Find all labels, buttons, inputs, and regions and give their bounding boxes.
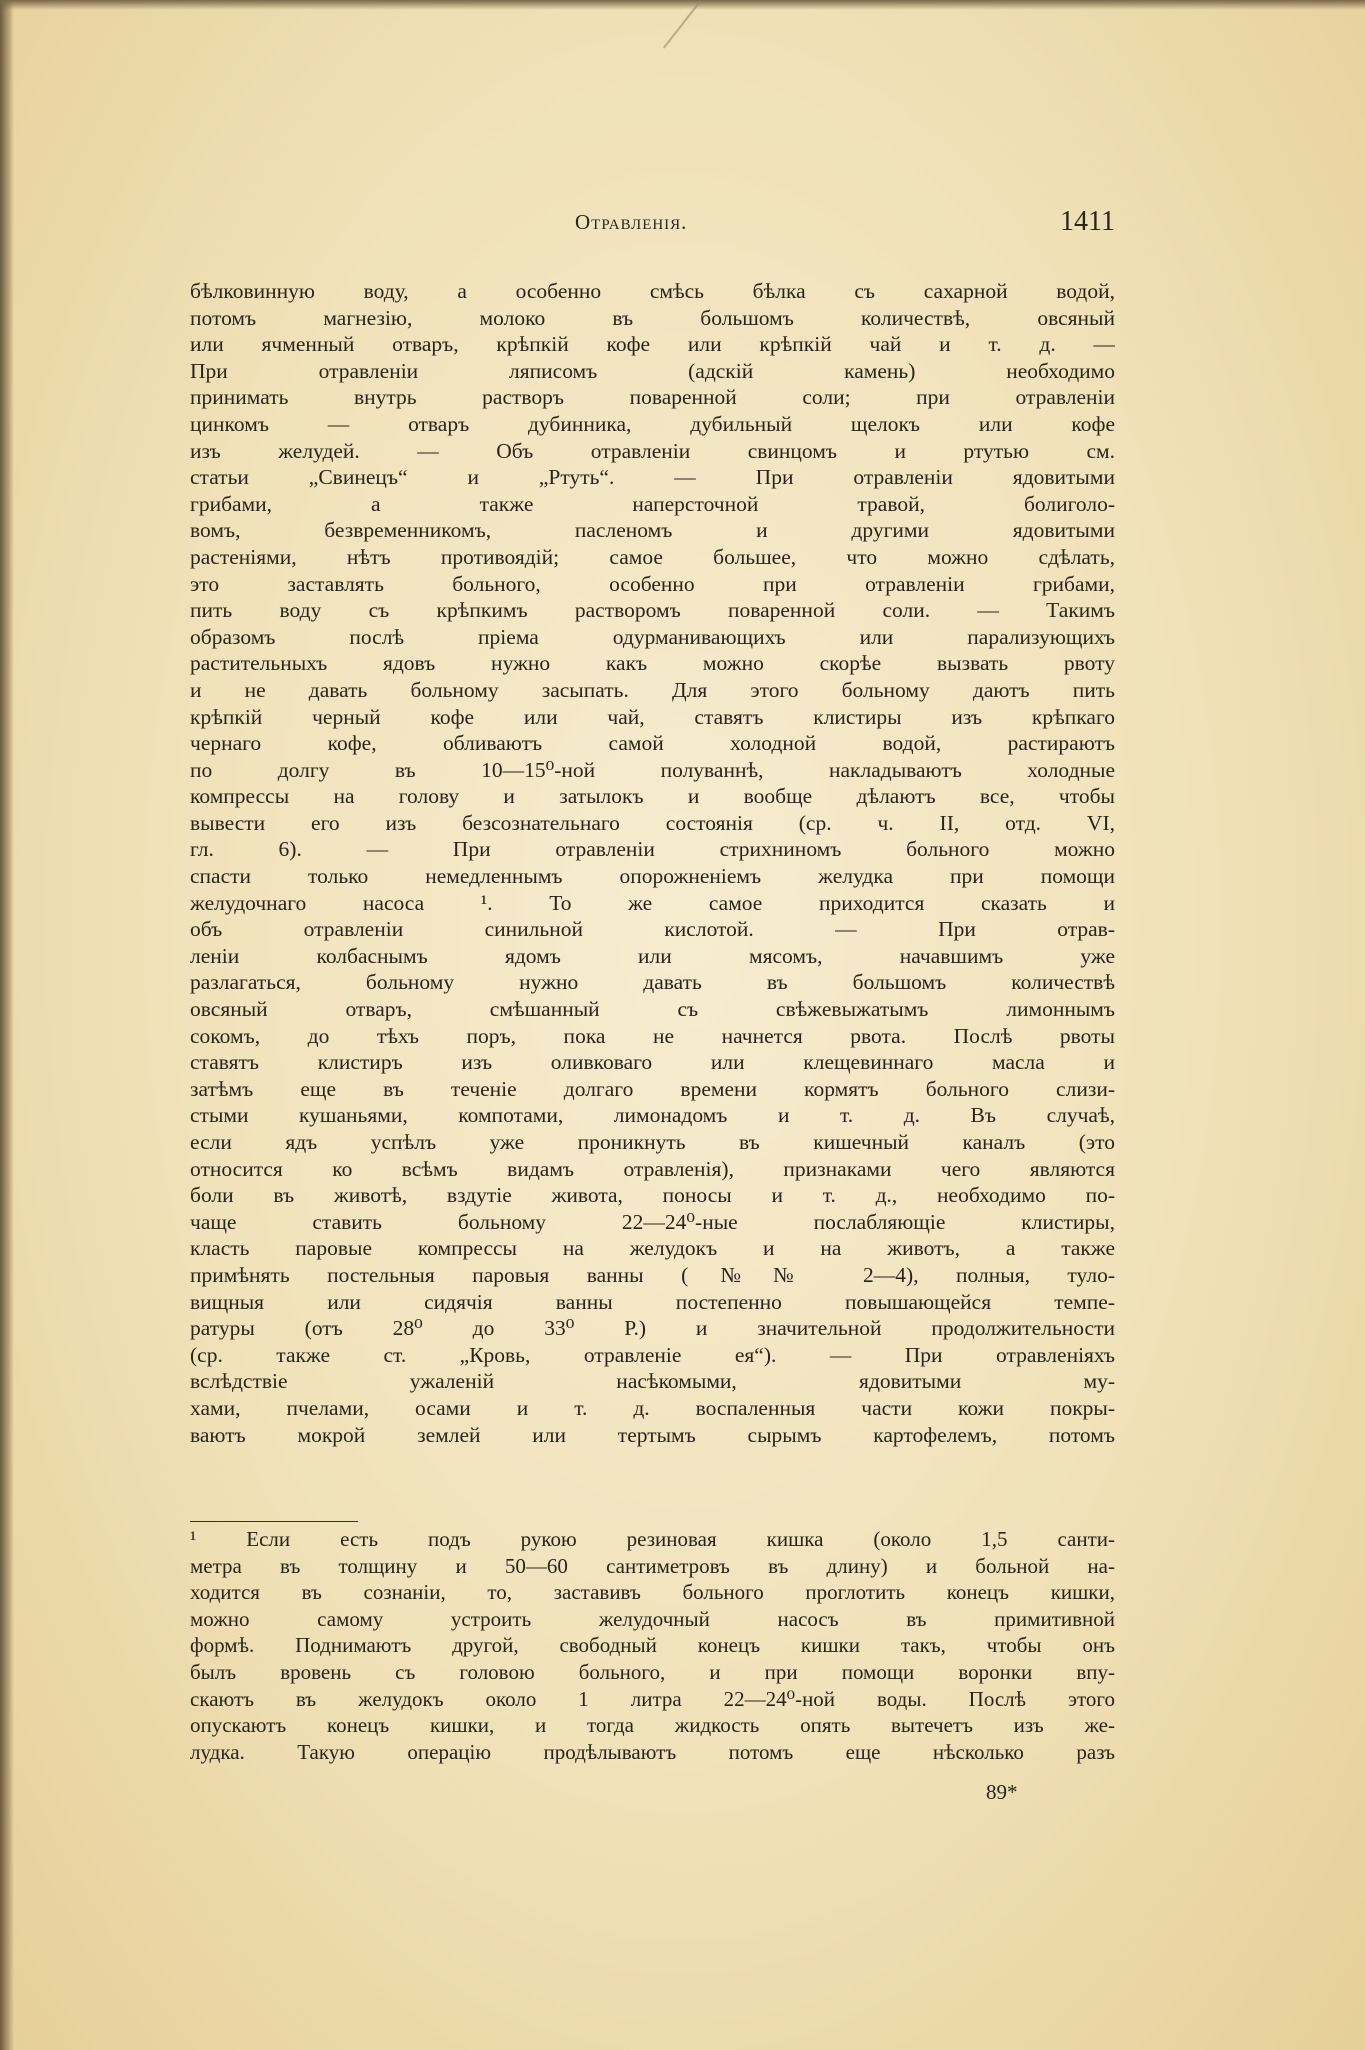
body_lines-line: относится ко всѣмъ видамъ отравленія), признаками чего являются [190,1156,1115,1181]
body_lines-line: боли въ животѣ, вздутіе живота, поносы и т. д., необходимо по- [190,1183,1115,1208]
body_lines-line: сокомъ, до тѣхъ поръ, пока не начнется рвота. Послѣ рвоты [190,1023,1115,1048]
page-left-edge-shadow [0,0,14,2050]
page-top-edge-shadow [0,0,1365,10]
body_lines-line: чернаго кофе, обливаютъ самой холодной водой, растираютъ [190,731,1115,756]
footnote_lines-line: ¹ Если есть подъ рукою резиновая кишка (около 1,5 санти- [190,1527,1115,1551]
body_lines-line: вслѣдствіе ужаленій насѣкомыми, ядовитыми му- [190,1369,1115,1394]
footnote-rule [190,1521,358,1522]
body-text [190,278,1115,1448]
footnote_lines-line: лудка. Такую операцію продѣлываютъ потомъ еще нѣсколько разъ [190,1739,1115,1764]
body_lines-line: вомъ, безвременникомъ, пасленомъ и другими ядовитыми [190,518,1115,543]
body_lines-line: изъ желудей. — Объ отравленіи свинцомъ и ртутью см. [190,438,1115,463]
body_lines-line: примѣнять постельныя паровыя ванны (№№ 2—4), полныя, туло- [190,1262,1115,1287]
body_lines-line: хами, пчелами, осами и т. д. воспаленныя части кожи покры- [190,1395,1115,1420]
body_lines-line: спасти только немедленнымъ опорожненіемъ желудка при помощи [190,864,1115,889]
body_lines-line: принимать внутрь растворъ поваренной соли; при отравленіи [190,385,1115,410]
footnote_lines-line: метра въ толщину и 50—60 сантиметровъ въ длину) и больной на- [190,1553,1115,1578]
body_lines-line: или ячменный отваръ, крѣпкій кофе или крѣпкій чай и т. д. — [190,332,1115,357]
body_lines-line: (ср. также ст. „Кровь, отравленіе ея“). — При отравленіяхъ [190,1342,1115,1367]
body_lines-line: это заставлять больного, особенно при отравленіи грибами, [190,571,1115,596]
footnote_lines-line: ходится въ сознаніи, то, заставивъ больного проглотить конецъ кишки, [190,1580,1115,1605]
body_lines-line: грибами, а также наперсточной травой, болиголо- [190,491,1115,516]
body_lines-line: овсяный отваръ, смѣшанный съ свѣжевыжатымъ лимоннымъ [190,997,1115,1022]
body_lines-line: растительныхъ ядовъ нужно какъ можно скорѣе вызвать рвоту [190,651,1115,676]
body_lines-line: растеніями, нѣтъ противоядій; самое большее, что можно сдѣлать, [190,544,1115,569]
running-head: Отравленія. [575,210,688,234]
body_lines-line: затѣмъ еще въ теченіе долгаго времени кормятъ больного слизи- [190,1076,1115,1101]
body_lines-line: по долгу въ 10—15⁰-ной полуваннѣ, накладываютъ холодные [190,757,1115,782]
body_lines-line: ратуры (отъ 28⁰ до 33⁰ Р.) и значительной продолжительности [190,1316,1115,1341]
body_lines-line: пить воду съ крѣпкимъ растворомъ поваренной соли. — Такимъ [190,598,1115,623]
body_lines-line: ставятъ клистиръ изъ оливковаго или клещевиннаго масла и [190,1050,1115,1075]
page-header [190,200,1115,240]
body_lines-line: ваютъ мокрой землей или тертымъ сырымъ картофелемъ, потомъ [190,1422,1115,1447]
body_lines-line: статьи „Свинецъ“ и „Ртуть“. — При отравленіи ядовитыми [190,465,1115,490]
body_lines-line: класть паровые компрессы на желудокъ и на животъ, а также [190,1236,1115,1261]
body_lines-line: цинкомъ — отваръ дубинника, дубильный щелокъ или кофе [190,411,1115,436]
page-number: 1411 [1060,206,1115,237]
body_lines-line: При отравленіи ляписомъ (адскій камень) необходимо [190,358,1115,383]
signature-mark: 89* [986,1780,1018,1804]
footnote_lines-line: формѣ. Поднимаютъ другой, свободный конецъ кишки такъ, чтобы онъ [190,1633,1115,1658]
body_lines-line: вищныя или сидячія ванны постепенно повышающейся темпе- [190,1289,1115,1314]
body_lines-line: и не давать больному засыпать. Для этого больному даютъ пить [190,677,1115,702]
body_lines-line: потомъ магнезію, молоко въ большомъ количествѣ, овсяный [190,305,1115,330]
body_lines-line: вывести его изъ безсознательнаго состоянія (ср. ч. II, отд. VI, [190,810,1115,835]
body_lines-line: крѣпкій черный кофе или чай, ставятъ клистиры изъ крѣпкаго [190,704,1115,729]
footnote_lines-line: можно самому устроить желудочный насосъ въ примитивной [190,1606,1115,1631]
body_lines-line: компрессы на голову и затылокъ и вообще дѣлаютъ все, чтобы [190,784,1115,809]
footnote_lines-line: былъ вровень съ головою больного, и при помощи воронки впу- [190,1659,1115,1684]
footnote [190,1526,1115,1765]
body_lines-line: гл. 6). — При отравленіи стрихниномъ больного можно [190,837,1115,862]
body_lines-line: чаще ставить больному 22—24⁰-ные послабляющіе клистиры, [190,1209,1115,1234]
body_lines-line: разлагаться, больному нужно давать въ большомъ количествѣ [190,970,1115,995]
footnote_lines-line: опускаютъ конецъ кишки, и тогда жидкость опять вытечетъ изъ же- [190,1713,1115,1738]
body_lines-line: если ядъ успѣлъ уже проникнуть въ кишечный каналъ (это [190,1130,1115,1154]
body_lines-line: образомъ послѣ пріема одурманивающихъ или парализующихъ [190,624,1115,649]
body_lines-line: стыми кушаньями, компотами, лимонадомъ и т. д. Въ случаѣ, [190,1103,1115,1128]
body_lines-line: объ отравленіи синильной кислотой. — При отрав- [190,917,1115,942]
body_lines-line: леніи колбаснымъ ядомъ или мясомъ, начавшимъ уже [190,943,1115,968]
body_lines-line: желудочнаго насоса ¹. То же самое приходится сказать и [190,890,1115,915]
body_lines-line: бѣлковинную воду, а особенно смѣсь бѣлка съ сахарной водой, [190,279,1115,303]
footnote_lines-line: скаютъ въ желудокъ около 1 литра 22—24⁰-ной воды. Послѣ этого [190,1686,1115,1711]
